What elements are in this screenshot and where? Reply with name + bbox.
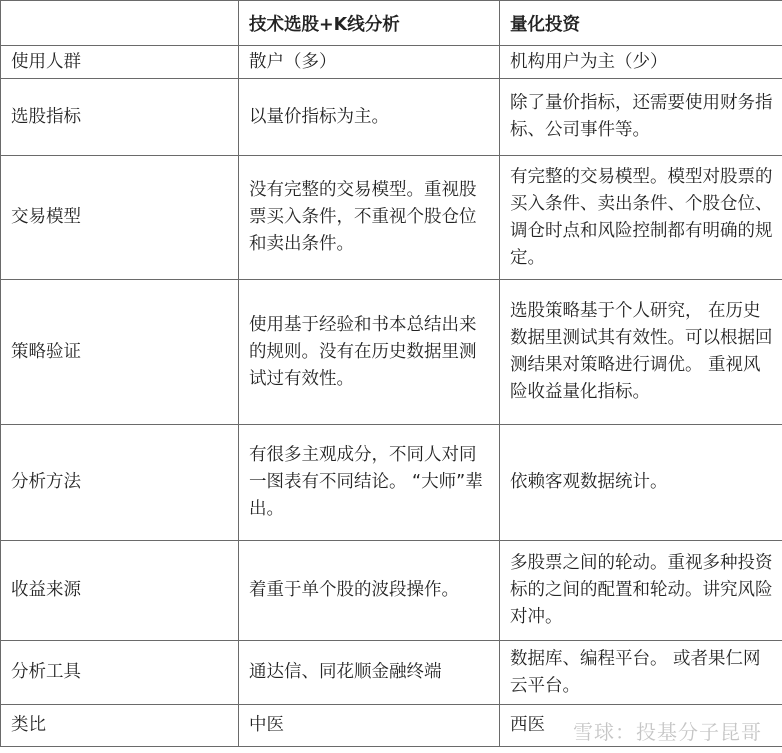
row-label: 策略验证: [1, 280, 239, 425]
row-label: 分析方法: [1, 425, 239, 541]
watermark: 雪球：投基分子昆哥: [573, 720, 762, 744]
table-row: [1, 541, 782, 641]
technical-cell: 中医: [239, 705, 500, 747]
header-technical: 技术选股+K线分析: [239, 1, 500, 46]
table-row: [1, 79, 782, 156]
technical-cell: 着重于单个股的波段操作。: [239, 541, 500, 641]
table-row: [1, 46, 782, 79]
quant-cell: 多股票之间的轮动。重视多种投资标的之间的配置和轮动。讲究风险对冲。: [500, 541, 782, 641]
row-label: 类比: [1, 705, 239, 747]
table-row: [1, 641, 782, 705]
table-row: [1, 425, 782, 541]
header-quant: 量化投资: [500, 1, 782, 46]
quant-cell: 有完整的交易模型。模型对股票的买入条件、卖出条件、个股仓位、调仓时点和风险控制都有明确的规定。: [500, 156, 782, 280]
quant-cell: 选股策略基于个人研究， 在历史数据里测试其有效性。可以根据回测结果对策略进行调优。 重视风险收益量化指标。: [500, 280, 782, 425]
quant-cell: 依赖客观数据统计。: [500, 425, 782, 541]
header-row: [1, 1, 782, 46]
technical-cell: 没有完整的交易模型。重视股票买入条件，不重视个股仓位和卖出条件。: [239, 156, 500, 280]
quant-cell: 西医: [500, 705, 782, 747]
technical-cell: 有很多主观成分，不同人对同一图表有不同结论。 “大师”辈出。: [239, 425, 500, 541]
quant-cell: 数据库、编程平台。 或者果仁网云平台。: [500, 641, 782, 705]
technical-cell: 散户（多）: [239, 46, 500, 79]
technical-cell: 通达信、同花顺金融终端: [239, 641, 500, 705]
row-label: 使用人群: [1, 46, 239, 79]
row-label: 交易模型: [1, 156, 239, 280]
row-label: 收益来源: [1, 541, 239, 641]
technical-cell: 以量价指标为主。: [239, 79, 500, 156]
technical-cell: 使用基于经验和书本总结出来的规则。没有在历史数据里测试过有效性。: [239, 280, 500, 425]
row-label: 选股指标: [1, 79, 239, 156]
quant-cell: 机构用户为主（少）: [500, 46, 782, 79]
header-empty: [1, 1, 239, 46]
row-label: 分析工具: [1, 641, 239, 705]
table-row: [1, 156, 782, 280]
table-row: [1, 280, 782, 425]
quant-cell: 除了量价指标，还需要使用财务指标、公司事件等。: [500, 79, 782, 156]
